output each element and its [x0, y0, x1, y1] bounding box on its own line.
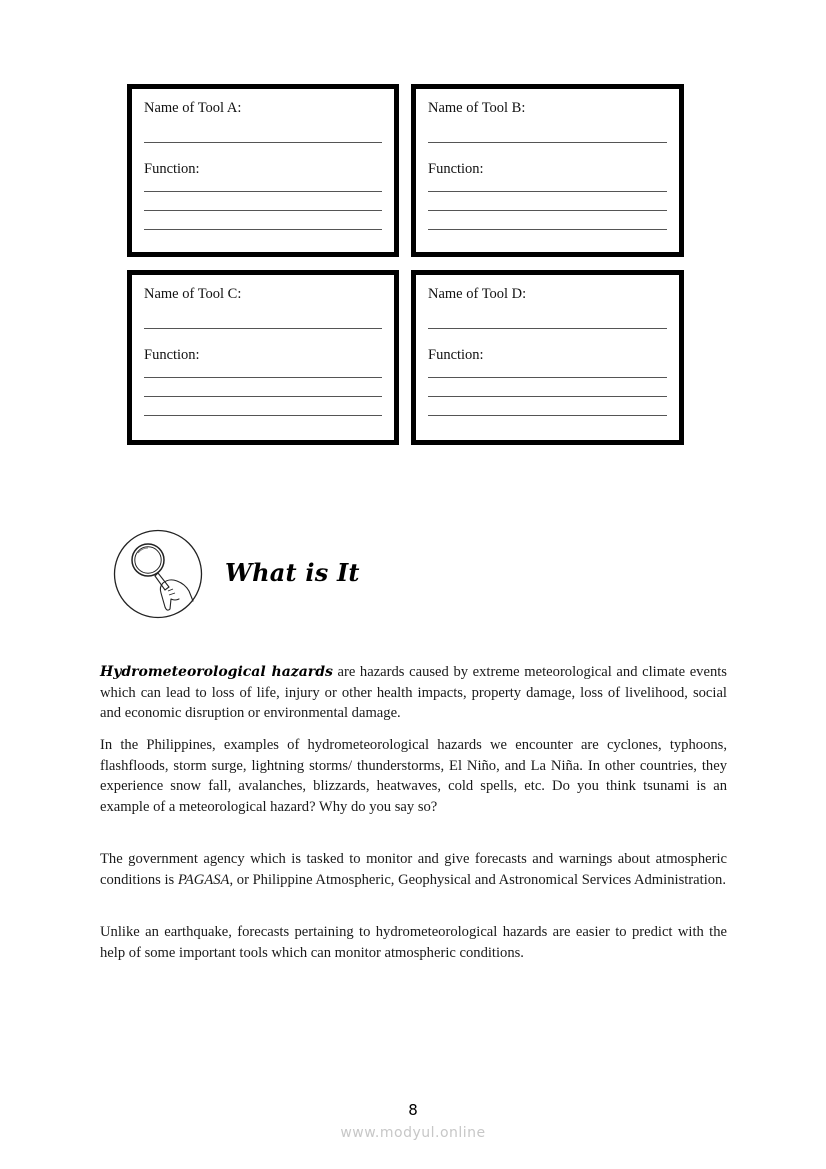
tool-b-box [411, 84, 684, 257]
watermark: www.modyul.online [340, 1125, 486, 1141]
paragraph-text-before: The government agency which is tasked to monitor and give forecasts and warnings about atmospheric conditions is [100, 851, 727, 888]
tool-d-function-label: Function: [428, 347, 484, 363]
paragraph-examples: In the Philippines, examples of hydrometeorological hazards we encounter are cyclones, typhoons, flashfloods, storm surge, lightning storms/ thunderstorms, El Niño, and La Niña. In other countries, they experience snow fall, avalanches, blizzards, heatwaves, cold spells, etc. Do you think tsunami is an example of a meteorological hazard? Why do you say so? [100, 737, 727, 815]
paragraph-text: are hazards caused by extreme meteorological and climate events which can lead to loss of life, injury or other health impacts, property damage, loss of livelihood, social and economic disruption or environmental damage. [100, 664, 727, 722]
tool-d-name-label: Name of Tool D: [428, 286, 527, 302]
tool-a-name-answer-line[interactable] [144, 142, 382, 143]
tool-b-function-answer-line-2[interactable] [428, 210, 667, 211]
paragraph-pagasa [100, 849, 727, 890]
paragraph-definition [100, 662, 727, 724]
tool-d-name-answer-line[interactable] [428, 328, 667, 329]
tool-a-function-label: Function: [144, 161, 200, 177]
tool-c-function-answer-line-1[interactable] [144, 377, 382, 378]
tool-a-box [127, 84, 399, 257]
agency-acronym: PAGASA [177, 871, 230, 888]
tool-d-box [411, 270, 684, 445]
tool-b-name-label: Name of Tool B: [428, 100, 526, 116]
paragraph-forecasts: Unlike an earthquake, forecasts pertaining to hydrometeorological hazards are easier to predict with the help of some important tools which can monitor atmospheric conditions. [100, 924, 727, 961]
page-number: 8 [408, 1101, 418, 1119]
tool-c-name-answer-line[interactable] [144, 328, 382, 329]
tool-a-name-label: Name of Tool A: [144, 100, 242, 116]
tool-a-function-answer-line-3[interactable] [144, 229, 382, 230]
tool-c-name-label: Name of Tool C: [144, 286, 242, 302]
magnifying-glass-icon [113, 529, 203, 619]
tool-c-function-label: Function: [144, 347, 200, 363]
tool-c-box [127, 270, 399, 445]
paragraph-text-after: , or Philippine Atmospheric, Geophysical and Astronomical Services Administration. [229, 871, 726, 888]
tool-b-function-label: Function: [428, 161, 484, 177]
tool-a-function-answer-line-2[interactable] [144, 210, 382, 211]
tool-d-function-answer-line-3[interactable] [428, 415, 667, 416]
tool-c-function-answer-line-2[interactable] [144, 396, 382, 397]
tool-c-function-answer-line-3[interactable] [144, 415, 382, 416]
tool-d-function-answer-line-1[interactable] [428, 377, 667, 378]
tool-b-name-answer-line[interactable] [428, 142, 667, 143]
tool-d-function-answer-line-2[interactable] [428, 396, 667, 397]
tool-a-function-answer-line-1[interactable] [144, 191, 382, 192]
section-title: What is It [225, 558, 360, 587]
tool-b-function-answer-line-3[interactable] [428, 229, 667, 230]
tool-b-function-answer-line-1[interactable] [428, 191, 667, 192]
key-term: Hydrometeorological hazards [100, 664, 333, 680]
